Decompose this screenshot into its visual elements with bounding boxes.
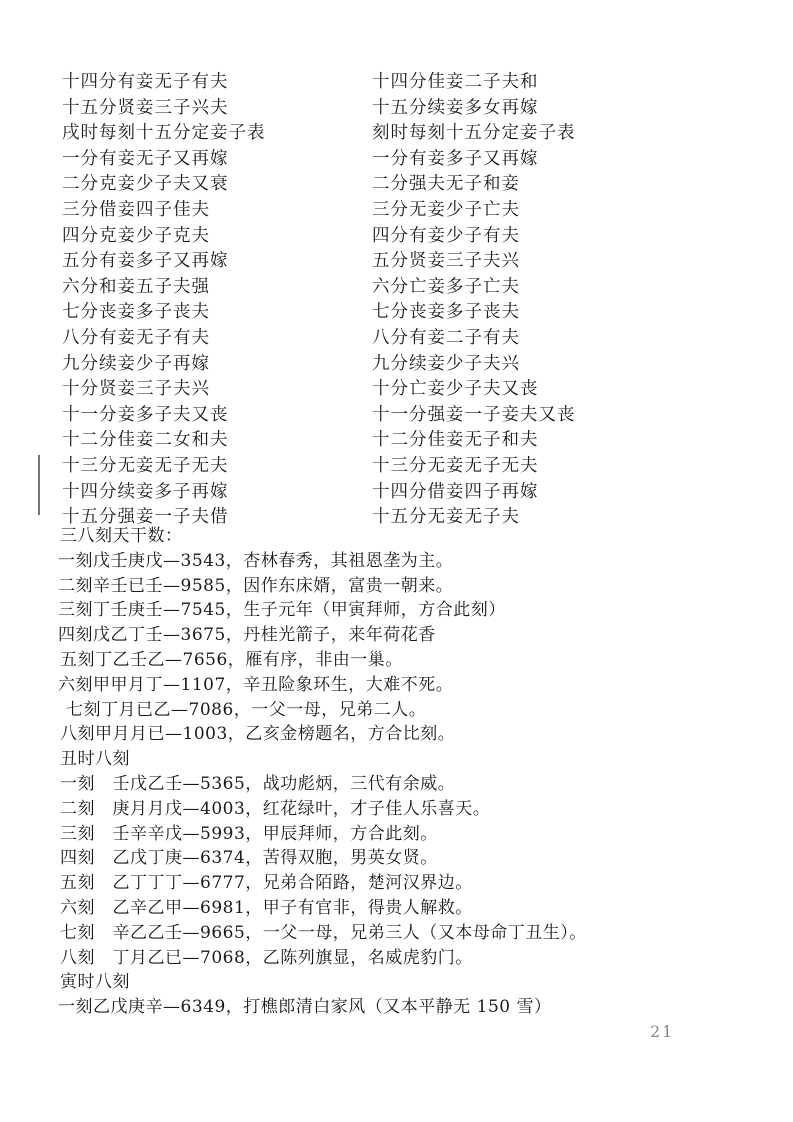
right-column-entry: 十三分无妾无子无夫 [372,455,539,476]
left-column-entry: 七分丧妾多子丧夫 [62,302,210,323]
left-column-entry: 四分克妾少子克夫 [62,225,210,246]
table-row [0,198,793,224]
left-column-entry: 五分有妾多子又再嫁 [62,251,229,272]
left-column-entry: 九分续妾少子再嫁 [62,353,210,374]
left-column-entry: 八分有妾无子有夫 [62,327,210,348]
table-row [0,480,793,506]
two-column-table [0,70,793,531]
table-row [0,172,793,198]
text-line: 七刻丁月已乙—7086，一父一母，兄弟二人。 [66,699,427,720]
left-column-entry: 二分克妾少子夫又衰 [62,174,229,195]
left-column-entry: 十四分有妾无子有夫 [62,72,229,92]
left-column-entry: 三分借妾四子佳夫 [62,199,210,220]
right-column-entry: 十四分借妾四子再嫁 [372,481,539,502]
right-column-entry: 一分有妾多子又再嫁 [372,148,539,169]
text-line: 五刻 乙丁丁丁—6777，兄弟合陌路，楚河汉界边。 [60,873,473,894]
text-line: 三刻 壬辛辛戊—5993，甲辰拜师，方合此刻。 [60,823,438,844]
left-column-entry: 戌时每刻十五分定妾子表 [62,123,266,144]
text-line: 一刻 壬戊乙壬—5365，战功彪炳，三代有余威。 [60,773,456,794]
text-line: 四刻 乙戊丁庚—6374，苦得双胞，男英女贤。 [60,848,438,869]
text-line: 寅时八刻 [60,972,130,993]
left-column-entry: 十一分妾多子夫又丧 [62,404,229,425]
table-row [0,147,793,173]
left-column-entry: 十二分佳妾二女和夫 [62,430,229,451]
table-row [0,96,793,122]
right-column-entry: 九分续妾少子夫兴 [372,353,520,374]
right-column-entry: 二分强夫无子和妾 [372,174,520,195]
text-line: 二刻辛壬已壬—9585，因作东床婿，富贵一朝来。 [58,575,454,596]
table-row [0,121,793,147]
page-number: 21 [650,1022,675,1041]
right-column-entry: 三分无妾少子亡夫 [372,199,520,220]
text-line: 五刻丁乙壬乙—7656，雁有序，非由一巢。 [60,649,403,670]
left-column-entry: 一分有妾无子又再嫁 [62,148,229,169]
left-column-entry: 十五分贤妾三子兴夫 [62,97,229,118]
right-column-entry: 刻时每刻十五分定妾子表 [372,123,576,144]
table-row [0,377,793,403]
table-row [0,352,793,378]
text-line: 六刻 乙辛乙甲—6981，甲子有官非，得贵人解救。 [60,897,473,918]
table-row [0,403,793,429]
right-column-entry: 七分丧妾多子丧夫 [372,302,520,323]
table-row [0,326,793,352]
text-line: 一刻乙戊庚辛—6349，打樵郎清白家风（又本平静无 150 雪） [58,997,552,1018]
right-column-entry: 十一分强妾一子妾夫又丧 [372,404,576,425]
table-row [0,224,793,250]
text-line: 四刻戊乙丁壬—3675，丹桂光箭子，来年荷花香 [58,625,436,646]
right-column-entry: 四分有妾少子有夫 [372,225,520,246]
right-column-entry: 五分贤妾三子夫兴 [372,251,520,272]
right-column-entry: 十分亡妾少子夫又丧 [372,379,539,400]
left-column-entry: 六分和妾五子夫强 [62,276,210,297]
table-row [0,275,793,301]
right-column-entry: 八分有妾二子有夫 [372,327,520,348]
text-line: 七刻 辛乙乙壬—9665，一父一母，兄弟三人（又本母命丁丑生）。 [60,922,587,943]
right-column-entry: 六分亡妾多子亡夫 [372,276,520,297]
full-width-text-block [58,524,778,1020]
text-line: 一刻戊壬庚戊—3543，杏林春秀，其祖恩垄为主。 [58,550,454,571]
left-column-entry: 十五分强妾一子夫借 [62,507,229,528]
table-row [0,300,793,326]
margin-mark [38,455,40,515]
text-line: 二刻 庚月月戊—4003，红花绿叶，才子佳人乐喜天。 [60,798,491,819]
right-column-entry: 十五分续妾多女再嫁 [372,97,539,118]
table-row [0,454,793,480]
left-column-entry: 十四分续妾多子再嫁 [62,481,229,502]
text-line: 丑时八刻 [60,749,130,770]
table-row [0,428,793,454]
right-column-entry: 十五分无妾无子夫 [372,507,520,528]
table-row [0,70,793,96]
text-line: 三八刻天干数： [60,526,183,546]
text-line: 六刻甲甲月丁—1107，辛丑险象环生，大难不死。 [58,674,454,695]
right-column-entry: 十二分佳妾无子和夫 [372,430,539,451]
text-line: 八刻 丁月乙已—7068，乙陈列旗显，名威虎豹门。 [60,947,473,968]
right-column-entry: 十四分佳妾二子夫和 [372,72,539,92]
text-line: 三刻丁壬庚壬—7545，生子元年（甲寅拜师，方合此刻） [58,600,506,621]
text-line: 八刻甲月月已—1003，乙亥金榜题名，方合比刻。 [60,724,456,745]
left-column-entry: 十分贤妾三子夫兴 [62,379,210,400]
left-column-entry: 十三分无妾无子无夫 [62,455,229,476]
table-row [0,249,793,275]
